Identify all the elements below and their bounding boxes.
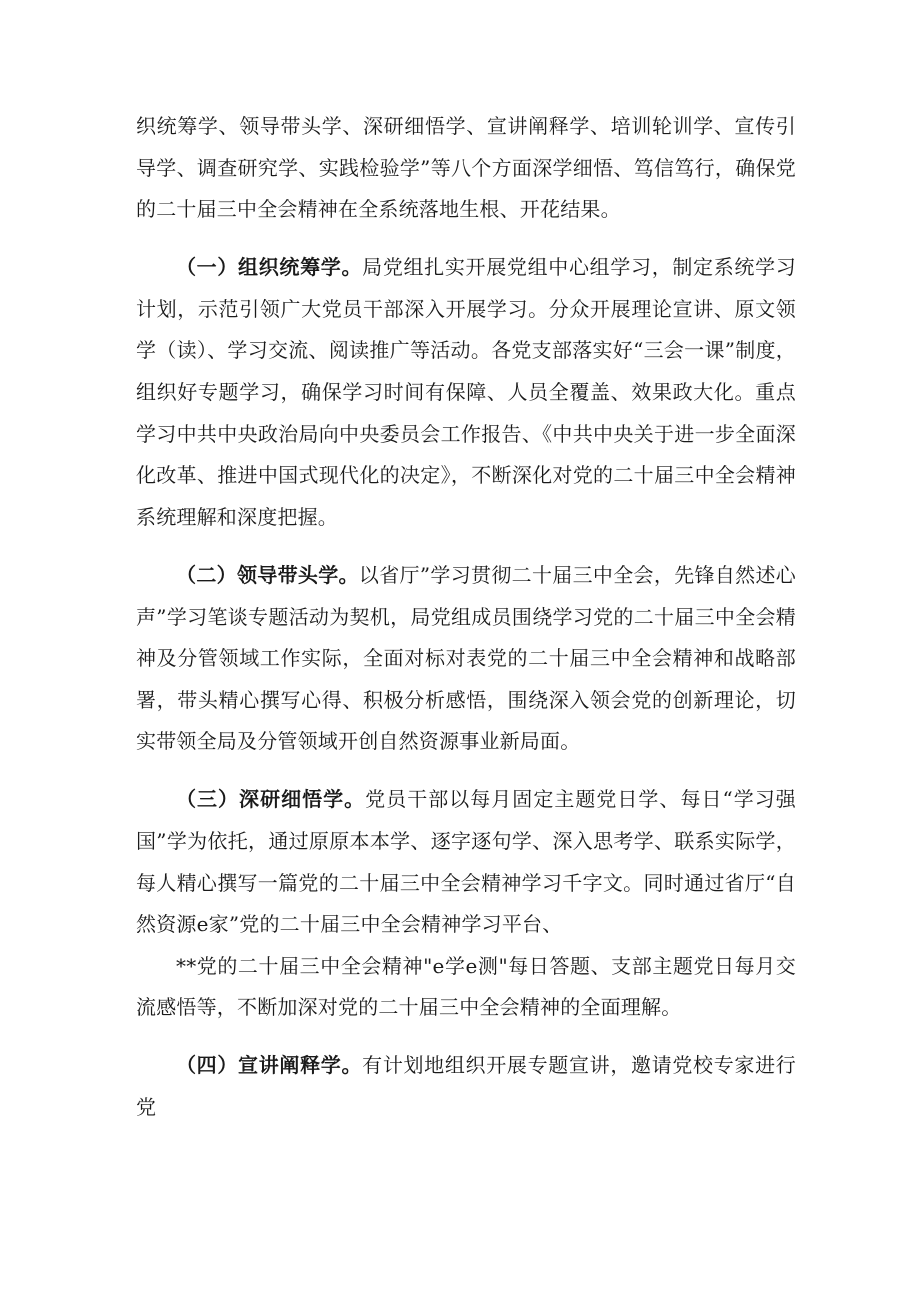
section-heading: （四）宣讲阐释学。 bbox=[176, 1053, 363, 1078]
paragraph-text: 党员干部以每月固定主题党日学、每日“学习强国”学为依托，通过原原本本学、逐字逐句学、深入思考学、联系实际学，每人精心撰写一篇党的二十届三中全会精神学习千字文。同时通过省厅“自然资源e家”党的二十届三中全会精神学习平台、 bbox=[136, 787, 796, 937]
paragraph-text: 织统筹学、领导带头学、深研细悟学、宣讲阐释学、培训轮训学、宣传引导学、调查研究学、实践检验学”等八个方面深学细悟、笃信笃行，确保党的二十届三中全会精神在全系统落地生根、开花结果。 bbox=[136, 114, 796, 222]
section-heading: （二）领导带头学。 bbox=[176, 562, 359, 587]
paragraph-section-2 bbox=[136, 555, 796, 763]
paragraph-section-3 bbox=[136, 779, 796, 1029]
section-heading: （一）组织统筹学。 bbox=[176, 255, 363, 280]
paragraph-text: 局党组扎实开展党组中心组学习，制定系统学习计划，示范引领广大党员干部深入开展学习。分众开展理论宣讲、原文领学（读）、学习交流、阅读推广等活动。各党支部落实好“三会一课”制度，组织好专题学习，确保学习时间有保障、人员全覆盖、效果政大化。重点学习中共中央政治局向中央委员会工作报告、《中共中央关于进一步全面深化改革、推进中国式现代化的决定》，不断深化对党的二十届三中全会精神系统理解和深度把握。 bbox=[136, 255, 796, 529]
paragraph-intro bbox=[136, 106, 796, 231]
paragraph-text: 以省厅”学习贯彻二十届三中全会，先锋自然述心声”学习笔谈专题活动为契机，局党组成员围绕学习党的二十届三中全会精神及分管领域工作实际，全面对标对表党的二十届三中全会精神和战略部署，带头精心撰写心得、积极分析感悟，围绕深入领会党的创新理论，切实带领全局及分管领域开创自然资源事业新局面。 bbox=[136, 562, 796, 754]
paragraph-text: 有计划地组织开展专题宣讲，邀请党校专家进行党 bbox=[136, 1053, 796, 1120]
paragraph-section-4 bbox=[136, 1045, 796, 1128]
section-heading: （三）深研细悟学。 bbox=[176, 787, 366, 812]
paragraph-section-1 bbox=[136, 247, 796, 538]
paragraph-text-continued: **党的二十届三中全会精神"e学e测"每日答题、支部主题党日每月交流感悟等，不断加深对党的二十届三中全会精神的全面理解。 bbox=[136, 953, 796, 1020]
document-page bbox=[136, 106, 796, 1129]
